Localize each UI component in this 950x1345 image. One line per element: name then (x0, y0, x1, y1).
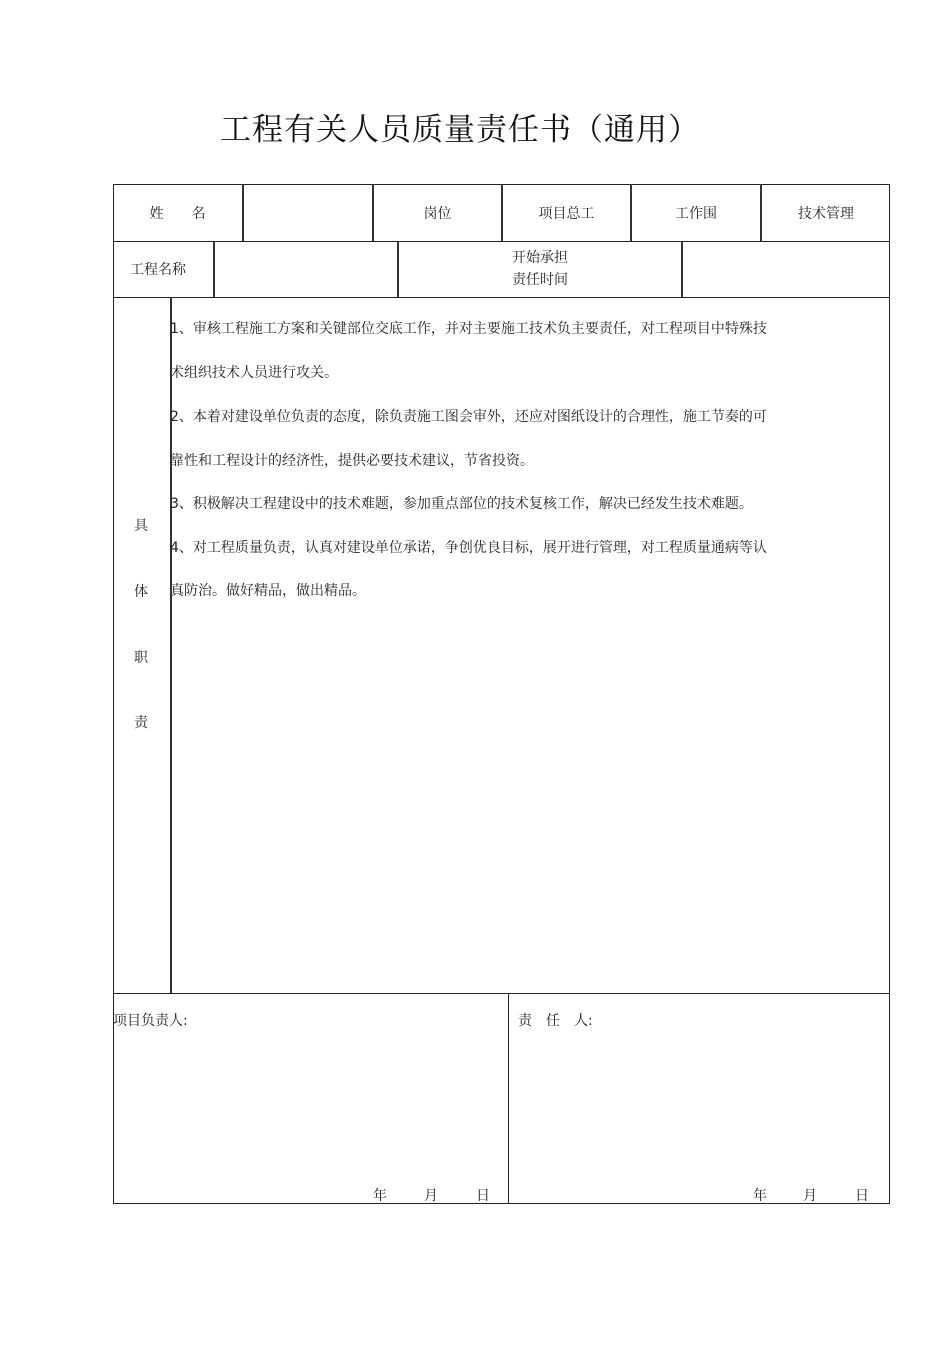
duty-line: 2、本着对建设单位负责的态度，除负责施工图会审外，还应对图纸设计的合理性，施工节奏的可 (170, 409, 767, 425)
date-year: 年 (373, 1188, 387, 1204)
date-day: 日 (855, 1188, 869, 1204)
date-month: 月 (803, 1188, 817, 1204)
col-divider (170, 297, 172, 993)
duty-line: 真防治。做好精品，做出精品。 (170, 583, 366, 599)
col-divider (508, 993, 509, 1204)
duties-side-label: 责 (134, 715, 148, 731)
project-name-value (215, 241, 397, 297)
row-divider (113, 297, 890, 298)
name-value (244, 184, 372, 241)
duty-line: 3、积极解决工程建设中的技术难题，参加重点部位的技术复核工作，解决已经发生技术难题。 (170, 496, 753, 512)
page-title: 工程有关人员质量责任书（通用） (220, 112, 700, 148)
date-year: 年 (753, 1188, 767, 1204)
start-time-label-line2: 责任时间 (512, 272, 568, 288)
start-time-value (683, 241, 890, 297)
responsible-person-label: 责 任 人: (518, 1013, 593, 1029)
position-label: 岗位 (423, 205, 452, 222)
duties-side-label: 具 (134, 518, 148, 534)
duties-side-label: 体 (134, 584, 148, 600)
duty-line: 术组织技术人员进行攻关。 (170, 365, 338, 381)
date-day: 日 (476, 1188, 490, 1204)
scope-label: 工作围 (675, 205, 717, 222)
date-month: 月 (424, 1188, 438, 1204)
duties-side-label: 职 (134, 650, 148, 666)
row-divider (113, 993, 890, 994)
name-label: 姓 名 (149, 205, 206, 222)
scope-value: 技术管理 (798, 205, 854, 222)
start-time-label-line1: 开始承担 (512, 250, 568, 266)
duty-line: 4、对工程质量负责，认真对建设单位承诺，争创优良目标，展开进行管理，对工程质量通病等认 (170, 540, 767, 556)
project-name-label: 工程名称 (130, 262, 186, 278)
duty-line: 靠性和工程设计的经济性，提供必要技术建议，节省投资。 (170, 453, 534, 469)
duty-line: 1、审核工程施工方案和关键部位交底工作，并对主要施工技术负主要责任，对工程项目中特殊技 (170, 321, 767, 337)
project-leader-label: 项目负责人: (113, 1013, 188, 1029)
position-value: 项目总工 (538, 205, 595, 222)
